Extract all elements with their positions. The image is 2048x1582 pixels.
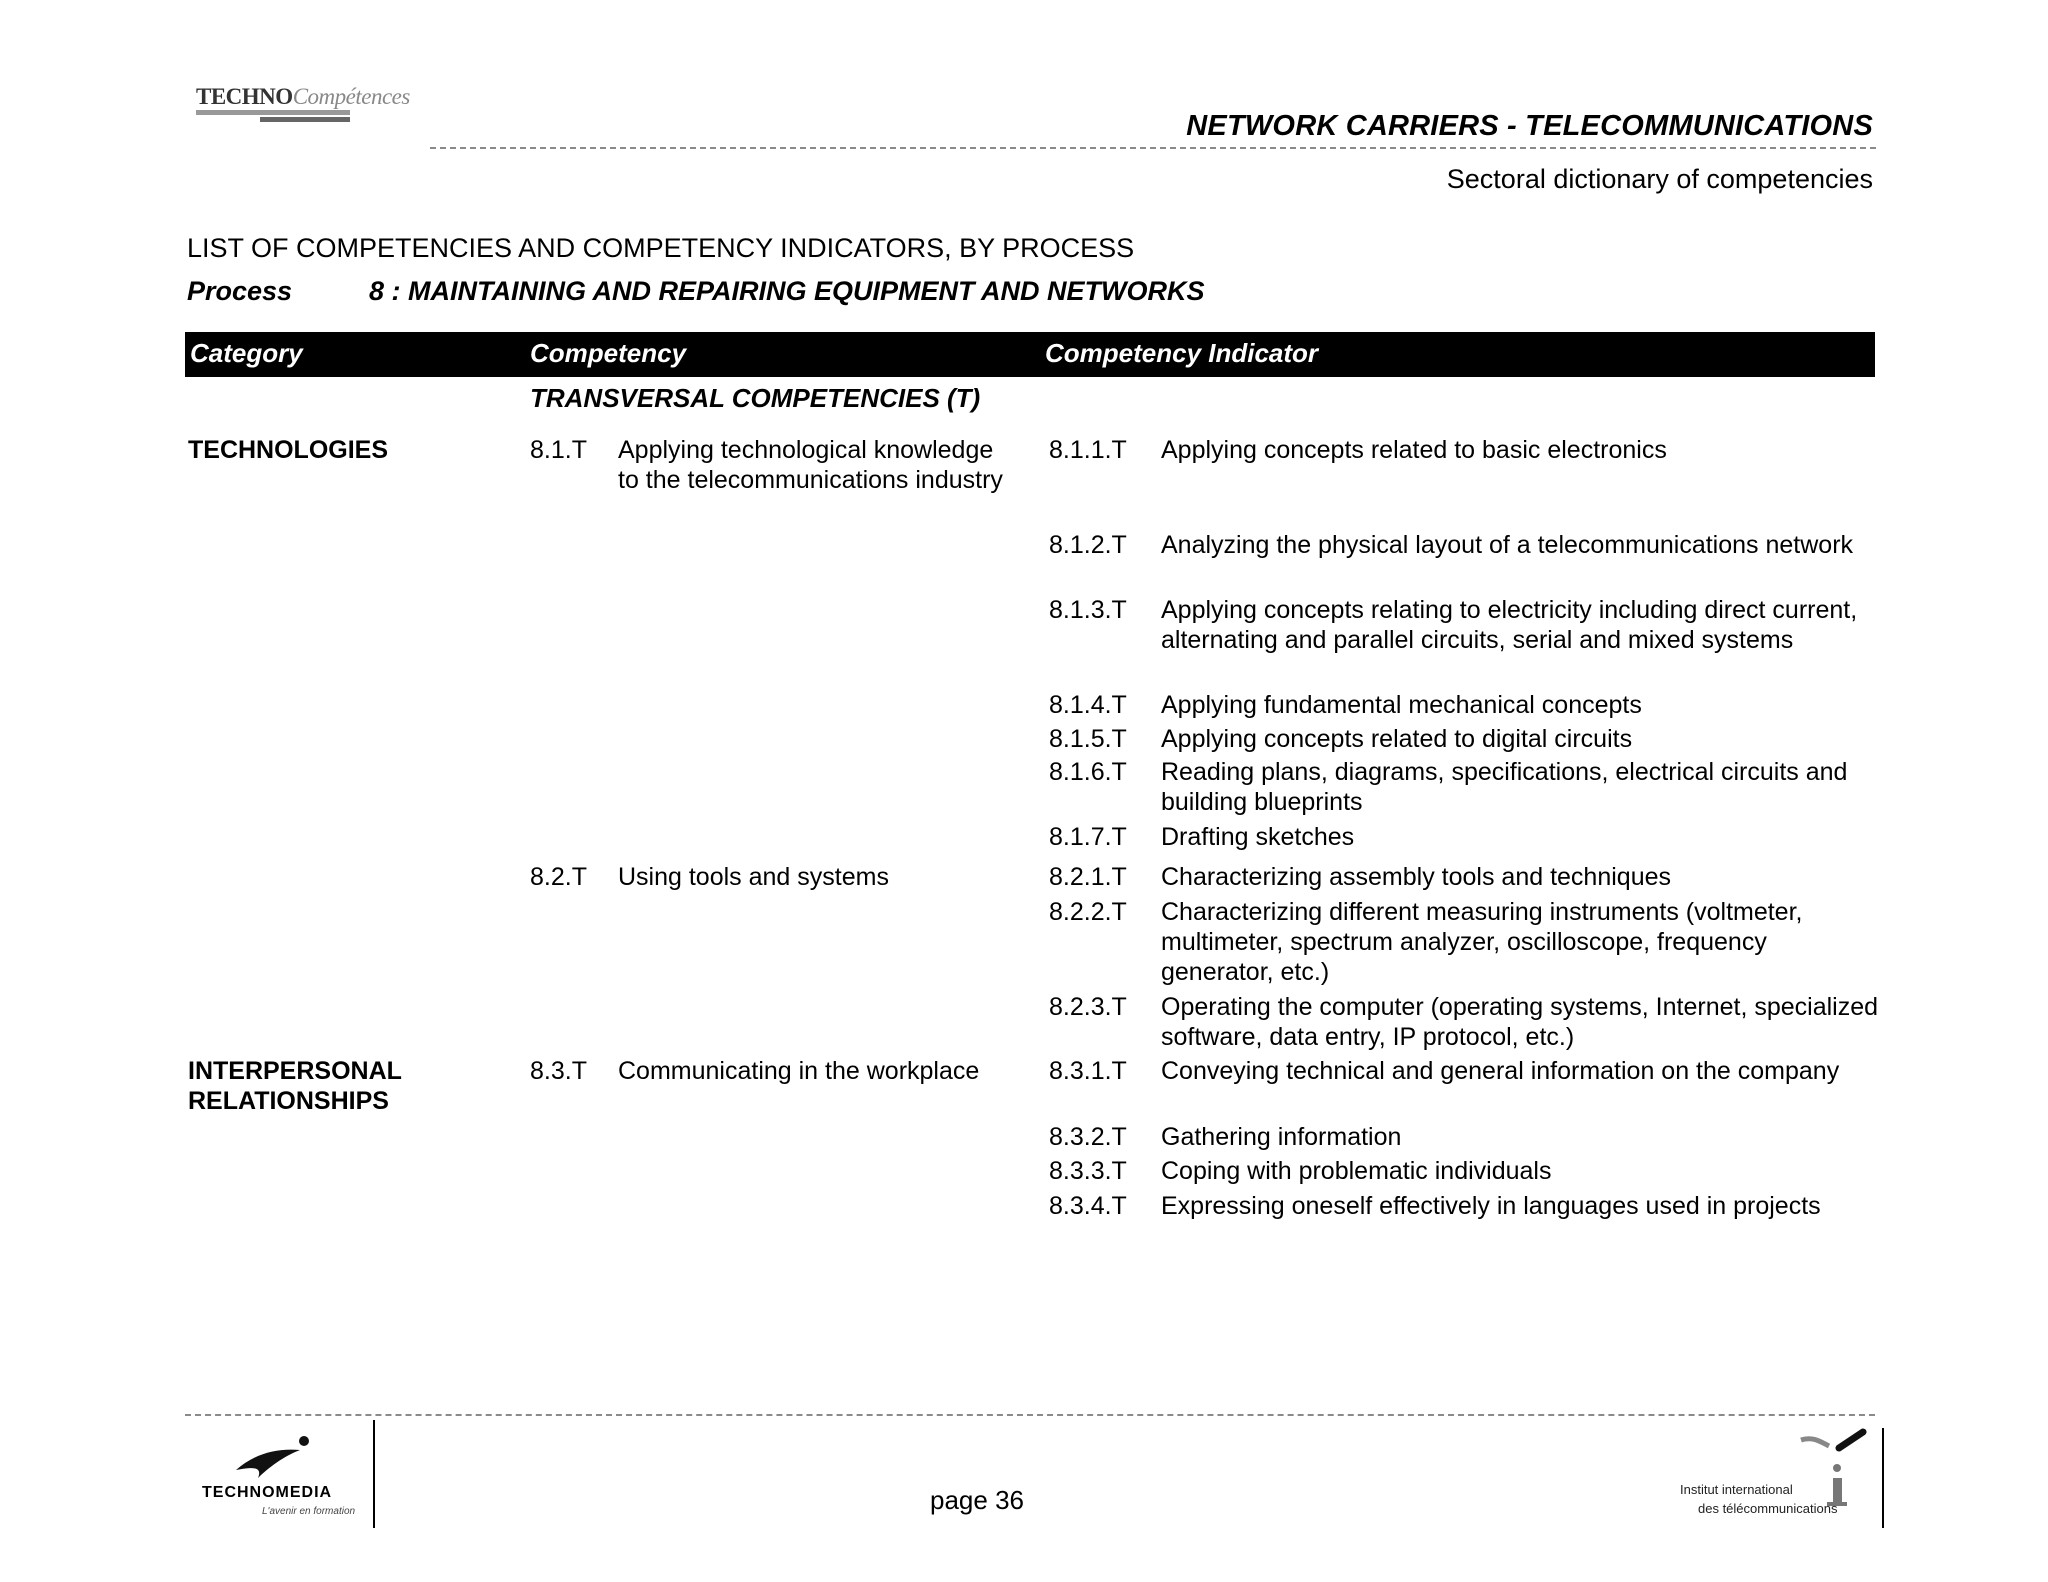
footer-left-rule (373, 1420, 375, 1528)
indicator-code: 8.3.4.T (1049, 1192, 1127, 1220)
logo-text-bold: TECHNO (196, 84, 293, 109)
iit-name-line1: Institut international (1680, 1482, 1793, 1497)
process-heading (187, 276, 1205, 307)
logo-text-italic: Compétences (292, 84, 410, 109)
technomedia-tagline: L'avenir en formation (262, 1506, 356, 1517)
indicator-text: Applying concepts relating to electricity including direct current, alternating and parallel circuits, serial and mixed systems (1161, 596, 1858, 654)
indicator-code: 8.1.5.T (1049, 725, 1127, 753)
indicator-text: Conveying technical and general information on the company (1161, 1057, 1840, 1085)
indicator-code: 8.3.2.T (1049, 1123, 1127, 1151)
document-subtitle: Sectoral dictionary of competencies (1446, 164, 1873, 194)
competency-text: Communicating in the workplace (618, 1057, 980, 1085)
iit-logo (1680, 1428, 1885, 1528)
footer-right-rule (1882, 1428, 1884, 1528)
category-interpersonal: INTERPERSONAL RELATIONSHIPS (188, 1057, 402, 1115)
indicator-text: Drafting sketches (1161, 823, 1355, 851)
competency-text: Using tools and systems (618, 863, 889, 891)
indicator-code: 8.1.6.T (1049, 758, 1127, 786)
document-title: NETWORK CARRIERS - TELECOMMUNICATIONS (1186, 110, 1873, 142)
indicator-code: 8.1.1.T (1049, 436, 1127, 464)
indicator-text: Characterizing different measuring instruments (voltmeter, multimeter, spectrum analyzer, oscilloscope, frequency generator, etc.) (1161, 898, 1803, 986)
indicator-text: Gathering information (1161, 1123, 1402, 1151)
process-value: 8 : MAINTAINING AND REPAIRING EQUIPMENT AND NETWORKS (369, 276, 1205, 306)
competency-code: 8.2.T (530, 863, 587, 891)
technomedia-swoosh-icon (234, 1434, 314, 1480)
indicator-text: Applying fundamental mechanical concepts (1161, 691, 1642, 719)
indicator-text: Applying concepts related to basic electronics (1161, 436, 1667, 464)
technomedia-name: TECHNOMEDIA (202, 1484, 333, 1501)
indicator-text: Analyzing the physical layout of a telecommunications network (1161, 531, 1854, 559)
indicator-code: 8.3.3.T (1049, 1157, 1127, 1185)
header-divider (430, 147, 1876, 149)
list-title: LIST OF COMPETENCIES AND COMPETENCY INDICATORS, BY PROCESS (187, 233, 1135, 263)
technocompetences-logo (196, 84, 410, 132)
indicator-text: Expressing oneself effectively in languages used in projects (1161, 1192, 1821, 1220)
competency-code: 8.1.T (530, 436, 587, 464)
indicator-code: 8.1.2.T (1049, 531, 1127, 559)
competency-text: Applying technological knowledge to the telecommunications industry (618, 436, 1003, 494)
indicator-code: 8.2.1.T (1049, 863, 1127, 891)
indicator-code: 8.2.3.T (1049, 993, 1127, 1021)
iit-name-line2: des télécommunications (1698, 1501, 1838, 1516)
page-number: page 36 (930, 1485, 1024, 1515)
process-label: Process (187, 276, 293, 306)
technomedia-logo (196, 1432, 366, 1522)
indicator-code: 8.1.3.T (1049, 596, 1127, 624)
section-heading: TRANSVERSAL COMPETENCIES (T) (530, 383, 981, 413)
indicator-code: 8.3.1.T (1049, 1057, 1127, 1085)
indicator-text: Reading plans, diagrams, specifications, electrical circuits and building blueprints (1161, 758, 1848, 816)
indicator-code: 8.2.2.T (1049, 898, 1127, 926)
footer-divider (185, 1414, 1875, 1416)
column-header-category: Category (190, 338, 303, 368)
indicator-text: Applying concepts related to digital circuits (1161, 725, 1633, 753)
indicator-text: Operating the computer (operating systems, Internet, specialized software, data entry, IP protocol, etc.) (1161, 993, 1879, 1051)
indicator-code: 8.1.4.T (1049, 691, 1127, 719)
column-header-competency: Competency (530, 338, 687, 368)
table-header (185, 332, 1875, 377)
indicator-code: 8.1.7.T (1049, 823, 1127, 851)
indicator-text: Characterizing assembly tools and techniques (1161, 863, 1671, 891)
indicator-text: Coping with problematic individuals (1161, 1157, 1552, 1185)
column-header-indicator: Competency Indicator (1045, 338, 1319, 368)
competency-code: 8.3.T (530, 1057, 587, 1085)
category-technologies: TECHNOLOGIES (188, 436, 389, 464)
